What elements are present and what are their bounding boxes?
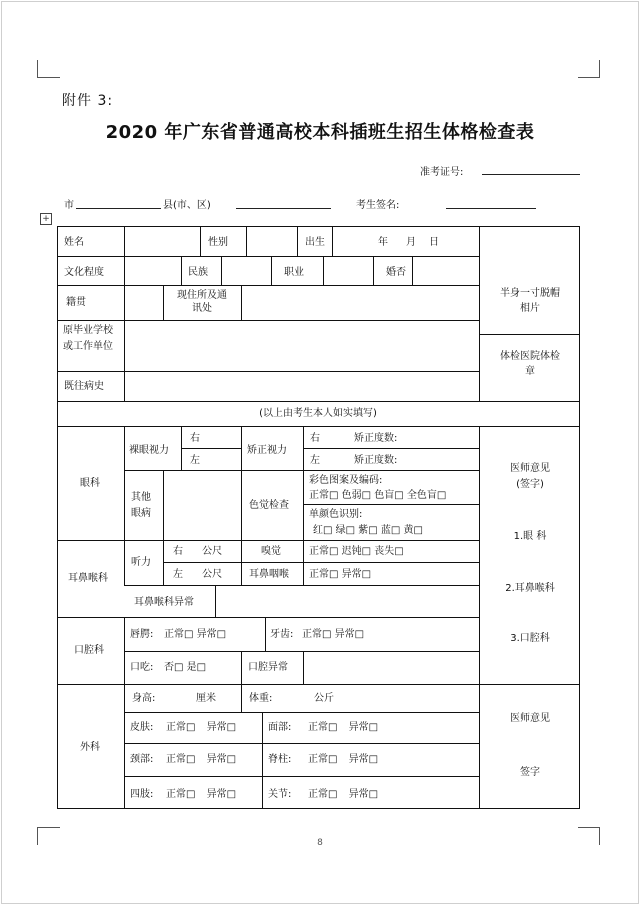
corrected-vision-label: 矫正视力 — [247, 445, 287, 456]
ethnicity-label: 民族 — [188, 267, 208, 278]
naked-right-label: 右 — [190, 433, 200, 444]
city-label: 市 — [64, 200, 74, 211]
hospital-seal-label: 体检医院体检章 — [500, 351, 560, 377]
surgery-section-label: 外科 — [80, 742, 100, 753]
weight-unit: 公斤 — [314, 693, 334, 704]
name-field[interactable] — [126, 228, 199, 255]
neck-label: 颈部: — [130, 754, 154, 765]
name-label: 姓名 — [64, 237, 84, 248]
nose-throat-options[interactable]: 正常□ 异常□ — [309, 569, 372, 580]
birth-month-label: 月 — [406, 237, 416, 248]
limbs-options[interactable]: 正常□ 异常□ — [166, 789, 237, 800]
oral-section-label: 口腔科 — [74, 645, 104, 656]
gender-label: 性别 — [208, 237, 228, 248]
doctor-opinion-label: 医师意见 — [510, 463, 550, 474]
exam-number-label: 准考证号: — [420, 167, 464, 178]
doctor-eye-item: 1.眼 科 — [513, 531, 547, 542]
self-fill-note: (以上由考生本人如实填写) — [259, 408, 377, 419]
corrected-right-label: 右 — [310, 433, 320, 444]
education-label: 文化程度 — [64, 267, 104, 278]
county-label: 县(市、区) — [163, 200, 211, 211]
form-title: 2020 年广东省普通高校本科插班生招生体格检查表 — [105, 122, 535, 143]
doctor-ent-item: 2.耳鼻喉科 — [505, 583, 555, 594]
naked-left-label: 左 — [190, 455, 200, 466]
joints-options[interactable]: 正常□ 异常□ — [308, 789, 379, 800]
color-plate-options[interactable]: 正常□ 色弱□ 色盲□ 全色盲□ — [309, 490, 447, 501]
weight-label: 体重: — [249, 693, 273, 704]
lip-label: 唇腭: — [130, 629, 154, 640]
table-anchor-icon[interactable]: + — [40, 213, 52, 225]
color-test-label: 色觉检查 — [249, 500, 289, 511]
birth-label: 出生 — [305, 237, 325, 248]
history-label: 既往病史 — [64, 381, 104, 392]
spine-options[interactable]: 正常□ 异常□ — [308, 754, 379, 765]
corrected-left-label: 左 — [310, 455, 320, 466]
tooth-label: 牙齿: — [270, 629, 294, 640]
naked-vision-label: 裸眼视力 — [129, 445, 169, 456]
page-number: 8 — [317, 838, 323, 848]
birth-year-label: 年 — [378, 237, 388, 248]
height-unit: 厘米 — [196, 693, 216, 704]
tooth-options[interactable]: 正常□ 异常□ — [302, 629, 365, 640]
doctor-oral-item: 3.口腔科 — [510, 633, 550, 644]
attachment-label: 附件 3: — [62, 93, 114, 109]
corrected-left-degree: 矫正度数: — [354, 455, 398, 466]
smell-options[interactable]: 正常□ 迟钝□ 丧失□ — [309, 546, 404, 557]
photo-placeholder: 半身一寸脱帽相片 — [500, 288, 560, 314]
oral-abnormal-label: 口腔异常 — [248, 662, 288, 673]
hearing-left-label: 左 公尺 — [173, 569, 223, 580]
joints-label: 关节: — [268, 789, 292, 800]
height-label: 身高: — [132, 693, 156, 704]
skin-options[interactable]: 正常□ 异常□ — [166, 722, 237, 733]
marital-label: 婚否 — [386, 267, 406, 278]
address-label: 现住所及通讯处 — [177, 290, 227, 314]
nose-throat-label: 耳鼻咽喉 — [249, 569, 289, 580]
hearing-right-label: 右 公尺 — [173, 546, 223, 557]
single-color-label: 单颜色识别: — [309, 509, 363, 520]
hearing-label: 听力 — [131, 557, 151, 568]
skin-label: 皮肤: — [130, 722, 154, 733]
spine-label: 脊柱: — [268, 754, 292, 765]
stutter-options[interactable]: 否□ 是□ — [164, 662, 207, 673]
single-color-options[interactable]: 红□ 绿□ 紫□ 蓝□ 黄□ — [313, 525, 423, 536]
face-label: 面部: — [268, 722, 292, 733]
lip-options[interactable]: 正常□ 异常□ — [164, 629, 227, 640]
birth-day-label: 日 — [429, 237, 439, 248]
ent-section-label: 耳鼻喉科 — [68, 573, 108, 584]
workplace-label: 原毕业学校或工作单位 — [63, 325, 113, 352]
candidate-sign-label: 考生签名: — [356, 200, 400, 211]
doctor-signature-label: (签字) — [516, 479, 544, 490]
other-eye-disease-label: 其他眼病 — [131, 492, 151, 519]
neck-options[interactable]: 正常□ 异常□ — [166, 754, 237, 765]
ent-abnormal-label: 耳鼻喉科异常 — [134, 597, 194, 608]
limbs-label: 四肢: — [130, 789, 154, 800]
smell-label: 嗅觉 — [261, 546, 281, 557]
color-plate-label: 彩色图案及编码: — [309, 475, 383, 486]
native-place-label: 籍贯 — [66, 297, 86, 308]
corrected-right-degree: 矫正度数: — [354, 433, 398, 444]
eye-section-label: 眼科 — [80, 478, 100, 489]
surgery-doctor-opinion: 医师意见 — [510, 713, 550, 724]
stutter-label: 口吃: — [130, 662, 154, 673]
face-options[interactable]: 正常□ 异常□ — [308, 722, 379, 733]
surgery-doctor-signature: 签字 — [520, 767, 540, 778]
occupation-label: 职业 — [284, 267, 304, 278]
